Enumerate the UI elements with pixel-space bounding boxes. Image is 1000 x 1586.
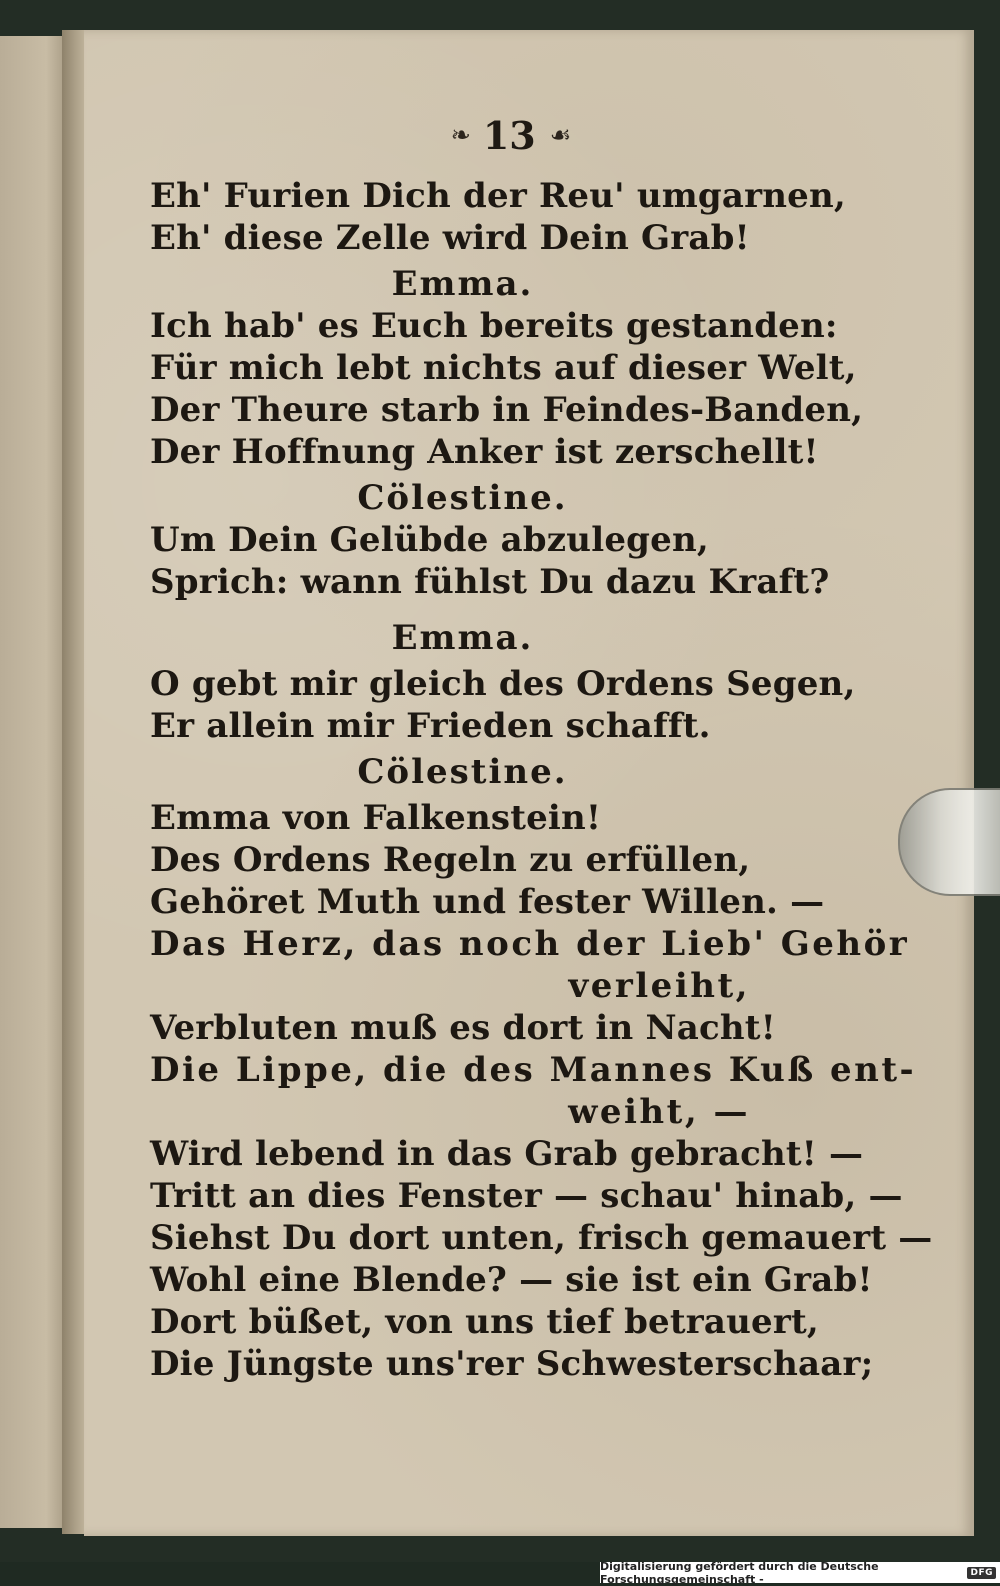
verse-line-continuation: weiht, — xyxy=(568,1092,750,1132)
ornament-right-icon: ☙ xyxy=(549,121,570,149)
verse-line: Sprich: wann fühlst Du dazu Kraft? xyxy=(150,562,830,602)
verse-line: Gehöret Muth und fester Willen. — xyxy=(150,882,825,922)
dfg-logo: DFG xyxy=(967,1567,996,1579)
verse-line: Wohl eine Blende? — sie ist ein Grab! xyxy=(150,1260,873,1300)
verse-line: O gebt mir gleich des Ordens Segen, xyxy=(150,664,856,704)
verse-line: Tritt an dies Fenster — schau' hinab, — xyxy=(150,1176,903,1216)
verse-line: Emma von Falkenstein! xyxy=(150,798,602,838)
verse-line: Die Jüngste uns'rer Schwesterschaar; xyxy=(150,1344,874,1384)
page-clip xyxy=(898,788,1000,896)
speaker-name: Cölestine. xyxy=(357,478,568,518)
speaker-name: Cölestine. xyxy=(357,752,568,792)
left-page-edge xyxy=(0,36,66,1528)
verse-line: Eh' diese Zelle wird Dein Grab! xyxy=(150,218,750,258)
verse-line: Für mich lebt nichts auf dieser Welt, xyxy=(150,348,857,388)
page-header xyxy=(340,110,680,160)
digitization-credit xyxy=(600,1559,1000,1586)
verse-line: Dort büßet, von uns tief betrauert, xyxy=(150,1302,819,1342)
verse-line: Des Ordens Regeln zu erfüllen, xyxy=(150,840,751,880)
speaker-name: Emma. xyxy=(391,264,534,304)
verse-line: Eh' Furien Dich der Reu' umgarnen, xyxy=(150,176,846,216)
verse-line: Verbluten muß es dort in Nacht! xyxy=(150,1008,776,1048)
verse-line: Der Theure starb in Feindes-Banden, xyxy=(150,390,864,430)
ornament-left-icon: ❧ xyxy=(450,121,469,149)
verse-line: Wird lebend in das Grab gebracht! — xyxy=(150,1134,864,1174)
verse-line: Er allein mir Frieden schafft. xyxy=(150,706,711,746)
verse-line: Siehst Du dort unten, frisch gemauert — xyxy=(150,1218,933,1258)
verse-text xyxy=(150,175,933,1385)
verse-line: Um Dein Gelübde abzulegen, xyxy=(150,520,709,560)
verse-line-continuation: verleiht, xyxy=(568,966,750,1006)
verse-line: Ich hab' es Euch bereits gestanden: xyxy=(150,306,838,346)
speaker-name: Emma. xyxy=(391,618,534,658)
page-number: 13 xyxy=(482,112,536,158)
verse-line: Die Lippe, die des Mannes Kuß ent- xyxy=(150,1050,917,1090)
verse-line: Das Herz, das noch der Lieb' Gehör xyxy=(150,924,910,964)
verse-line: Der Hoffnung Anker ist zerschellt! xyxy=(150,432,819,472)
credit-text: Digitalisierung gefördert durch die Deutsche Forschungsgemeinschaft - xyxy=(600,1559,879,1586)
